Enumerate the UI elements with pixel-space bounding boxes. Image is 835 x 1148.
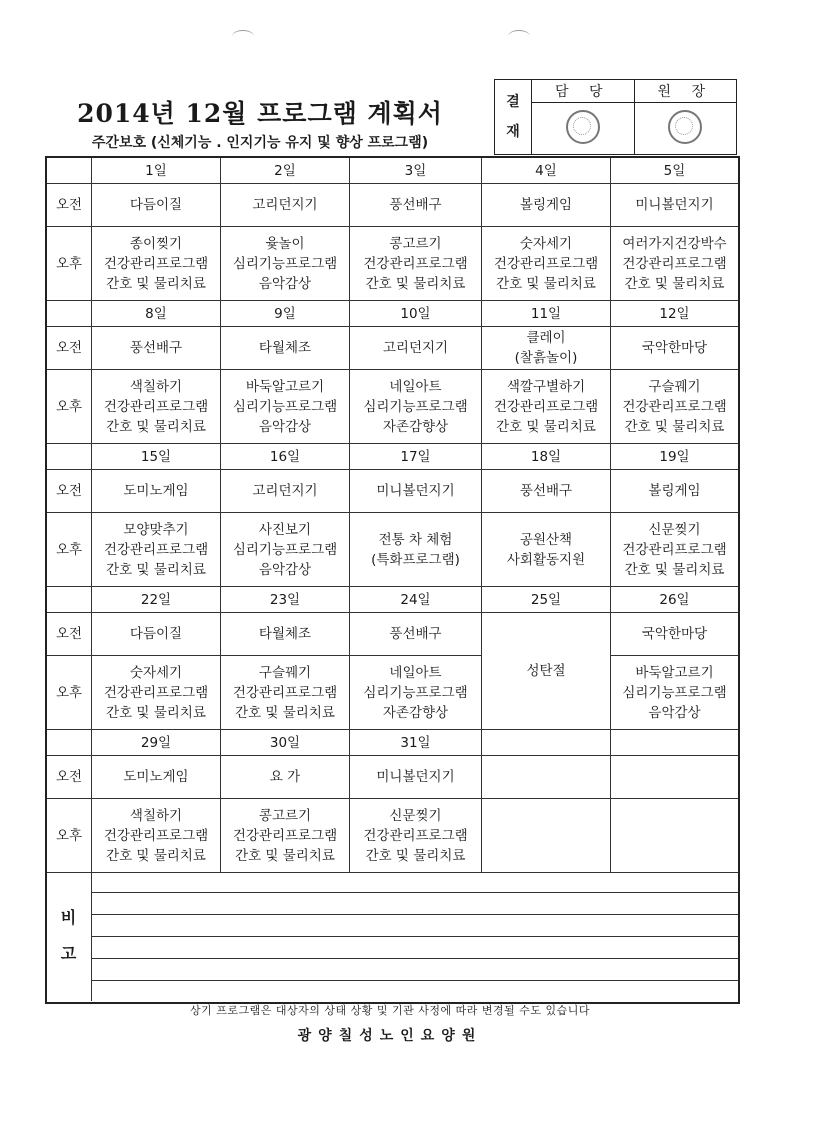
day-header: 1일 [92,158,221,184]
am-row-label: 오전 [47,613,92,656]
activity-text: 건강관리프로그램 [103,255,209,272]
pm-row-label: 오후 [47,370,92,444]
activity-text: 타월체조 [258,626,312,642]
activity-text: 음악감상 [648,704,701,721]
punch-hole-left [232,30,254,43]
activity-cell [221,799,350,873]
activity-cell [611,799,739,873]
remarks-line [91,980,738,981]
corner-cell [47,444,92,470]
remarks-line [91,892,738,893]
activity-text: 건강관리프로그램 [363,827,468,844]
activity-text: 풍선배구 [519,483,573,499]
activity-text: 간호 및 물리치료 [365,847,466,864]
activity-cell [350,656,482,730]
activity-cell [482,513,611,587]
staff-stamp-cell [532,103,635,155]
activity-text: 간호 및 물리치료 [106,561,206,578]
activity-text: 사진보기 [258,521,312,538]
activity-text: 건강관리프로그램 [363,255,468,272]
activity-text: 건강관리프로그램 [622,255,727,272]
pm-row [47,799,739,873]
day-header: 15일 [92,444,221,470]
day-header [611,730,739,756]
am-row-label: 오전 [47,470,92,513]
day-header: 17일 [350,444,482,470]
activity-text: 풍선배구 [389,626,442,642]
activity-text: 간호 및 물리치료 [496,418,596,435]
activity-text: 성탄절 [526,663,566,679]
pm-row [47,370,739,444]
pm-row-label: 오후 [47,656,92,730]
activity-cell [221,513,350,587]
day-header: 3일 [350,158,482,184]
approval-col-director: 원 장 [634,80,737,103]
activity-text: 사회활동지원 [506,551,586,568]
activity-text: 네일아트 [389,378,442,395]
activity-cell [611,656,739,730]
activity-cell [482,327,611,370]
activity-text: 타월체조 [258,340,312,356]
pm-row [47,656,739,730]
activity-text: 건강관리프로그램 [103,684,209,701]
director-seal-icon [668,110,702,144]
activity-text: 풍선배구 [389,197,442,213]
activity-cell [350,227,482,301]
activity-text: 음악감상 [258,561,312,578]
activity-text: 간호 및 물리치료 [106,418,206,435]
day-header: 16일 [221,444,350,470]
activity-text: 국악한마당 [641,626,708,642]
activity-text: 클레이 [526,330,566,346]
day-header [482,730,611,756]
day-header: 8일 [92,301,221,327]
activity-text: 건강관리프로그램 [493,255,599,272]
remarks-label [46,870,92,1001]
activity-text: 네일아트 [389,664,442,681]
activity-cell [92,756,221,799]
activity-text: 심리기능프로그램 [363,684,468,701]
activity-cell [350,370,482,444]
approval-label [495,80,532,155]
day-header: 2일 [221,158,350,184]
activity-text: 바둑알고르기 [245,378,325,395]
activity-text: 볼링게임 [648,483,701,499]
activity-text: 간호 및 물리치료 [624,561,725,578]
day-header: 4일 [482,158,611,184]
director-stamp-cell [634,103,737,155]
staff-seal-icon [566,110,600,144]
activity-text: (특화프로그램) [371,551,460,568]
page-subtitle: 주간보호 (신체기능 . 인지기능 유지 및 향상 프로그램) [91,135,429,151]
day-header: 24일 [350,587,482,613]
activity-text: 고리던지기 [252,197,318,213]
activity-cell [92,613,221,656]
approval-box [494,79,737,155]
activity-text: 구슬꿰기 [648,378,701,395]
day-header: 5일 [611,158,739,184]
activity-text: 심리기능프로그램 [363,398,468,415]
approval-label-top: 결 [506,94,520,110]
activity-text: 고리던지기 [382,340,449,356]
activity-text: 미니볼던지기 [376,483,455,499]
activity-text: 종이찢기 [129,235,183,252]
activity-text: 도미노게임 [123,769,189,785]
activity-text: 건강관리프로그램 [232,827,338,844]
activity-text: 심리기능프로그램 [232,255,338,272]
activity-cell [611,756,739,799]
activity-cell [350,513,482,587]
activity-text: 다듬이질 [129,197,183,213]
activity-cell [482,370,611,444]
punch-hole-right [508,30,530,43]
activity-text: 도미노게임 [123,483,189,499]
am-row [47,184,739,227]
activity-text: 간호 및 물리치료 [624,418,725,435]
footer-organization: 광양칠성노인요양원 [297,1028,483,1044]
activity-cell [611,470,739,513]
remarks-line [91,914,738,915]
activity-text: 간호 및 물리치료 [106,275,206,292]
holiday-cell [482,613,611,730]
week-day-row [47,301,739,327]
activity-text: 콩고르기 [258,807,312,824]
day-header: 26일 [611,587,739,613]
pm-row-label: 오후 [47,513,92,587]
activity-text: 간호 및 물리치료 [624,275,725,292]
activity-text: 신문찢기 [648,521,701,538]
activity-text: 국악한마당 [641,340,708,356]
schedule-table [46,157,739,873]
activity-text: 콩고르기 [389,235,442,252]
activity-text: 건강관리프로그램 [622,541,727,558]
activity-text: 음악감상 [258,418,312,435]
activity-text: 간호 및 물리치료 [235,704,335,721]
corner-cell [47,158,92,184]
am-row-label: 오전 [47,327,92,370]
day-header: 10일 [350,301,482,327]
activity-text: 구슬꿰기 [258,664,312,681]
remarks-label-1: 비 [60,907,77,927]
activity-text: 전통 차 체험 [378,531,453,548]
activity-cell [611,184,739,227]
am-row [47,470,739,513]
activity-text: 풍선배구 [129,340,183,356]
activity-text: 색칠하기 [129,378,183,395]
activity-cell [350,613,482,656]
week-day-row [47,587,739,613]
activity-cell [611,613,739,656]
approval-col-staff: 담 당 [532,80,635,103]
activity-text: 요 가 [269,769,301,785]
day-header: 18일 [482,444,611,470]
activity-text: 볼링게임 [519,197,573,213]
activity-text: 숫자세기 [129,664,183,681]
remarks-line [91,936,738,937]
activity-cell [350,184,482,227]
activity-text: 간호 및 물리치료 [235,847,335,864]
activity-text: 바둑알고르기 [635,664,714,681]
activity-text: 신문찢기 [389,807,442,824]
activity-text: 다듬이질 [129,626,183,642]
activity-text: 숫자세기 [519,235,573,252]
activity-cell [92,370,221,444]
week-day-row [47,444,739,470]
week-day-row [47,158,739,184]
day-header: 12일 [611,301,739,327]
activity-text: 고리던지기 [252,483,318,499]
activity-text: 건강관리프로그램 [622,398,727,415]
approval-label-bottom: 재 [506,124,520,140]
am-row [47,756,739,799]
activity-text: 간호 및 물리치료 [106,847,206,864]
activity-text: 건강관리프로그램 [493,398,599,415]
activity-text: 심리기능프로그램 [622,684,727,701]
activity-cell [92,184,221,227]
activity-cell [92,656,221,730]
day-header: 29일 [92,730,221,756]
activity-cell [92,327,221,370]
activity-cell [221,227,350,301]
activity-text: 미니볼던지기 [635,197,714,213]
activity-cell [221,613,350,656]
activity-text: 건강관리프로그램 [103,541,209,558]
activity-text: 건강관리프로그램 [232,684,338,701]
remarks-section [46,870,738,1001]
activity-text: 건강관리프로그램 [103,827,209,844]
activity-text: 모양맞추기 [123,521,189,538]
activity-cell [92,470,221,513]
footer-note: 상기 프로그램은 대상자의 상태 상황 및 기관 사정에 따라 변경될 수도 있습니다 [190,1004,590,1017]
activity-text: 심리기능프로그램 [232,541,338,558]
remarks-label-2: 고 [60,943,77,963]
activity-cell [482,799,611,873]
activity-cell [221,184,350,227]
activity-cell [611,370,739,444]
activity-cell [482,756,611,799]
page-title: 2014년 12월 프로그램 계획서 [77,99,443,128]
activity-text: 공원산책 [519,531,573,548]
activity-text: 색깔구별하기 [506,378,586,395]
activity-text: 색칠하기 [129,807,183,824]
day-header: 30일 [221,730,350,756]
activity-text: 여러가지건강박수 [622,235,727,252]
activity-text: 윷놀이 [265,235,305,252]
corner-cell [47,301,92,327]
am-row-label: 오전 [47,184,92,227]
remarks-line [91,958,738,959]
pm-row-label: 오후 [47,799,92,873]
pm-row [47,513,739,587]
activity-text: 간호 및 물리치료 [106,704,206,721]
activity-cell [482,184,611,227]
activity-cell [350,327,482,370]
activity-cell [482,470,611,513]
activity-text: 자존감향상 [382,704,449,721]
activity-cell [350,799,482,873]
activity-cell [221,370,350,444]
activity-cell [350,756,482,799]
day-header: 11일 [482,301,611,327]
activity-cell [221,656,350,730]
activity-text: 심리기능프로그램 [232,398,338,415]
am-row-label: 오전 [47,756,92,799]
activity-text: 간호 및 물리치료 [365,275,466,292]
activity-cell [92,227,221,301]
day-header: 19일 [611,444,739,470]
corner-cell [47,730,92,756]
pm-row [47,227,739,301]
day-header: 31일 [350,730,482,756]
am-row [47,327,739,370]
corner-cell [47,587,92,613]
activity-cell [92,799,221,873]
activity-cell [611,227,739,301]
activity-cell [482,227,611,301]
activity-text: 간호 및 물리치료 [496,275,596,292]
day-header: 23일 [221,587,350,613]
activity-text: 음악감상 [258,275,312,292]
activity-cell [92,513,221,587]
week-day-row [47,730,739,756]
day-header: 25일 [482,587,611,613]
activity-cell [221,327,350,370]
activity-cell [221,756,350,799]
am-row [47,613,739,656]
activity-cell [350,470,482,513]
activity-text: 자존감향상 [382,418,449,435]
activity-text: (찰흙놀이) [514,350,578,366]
activity-cell [611,327,739,370]
day-header: 22일 [92,587,221,613]
title-block [30,94,490,152]
pm-row-label: 오후 [47,227,92,301]
activity-text: 건강관리프로그램 [103,398,209,415]
activity-cell [221,470,350,513]
activity-text: 미니볼던지기 [376,769,455,785]
day-header: 9일 [221,301,350,327]
activity-cell [611,513,739,587]
